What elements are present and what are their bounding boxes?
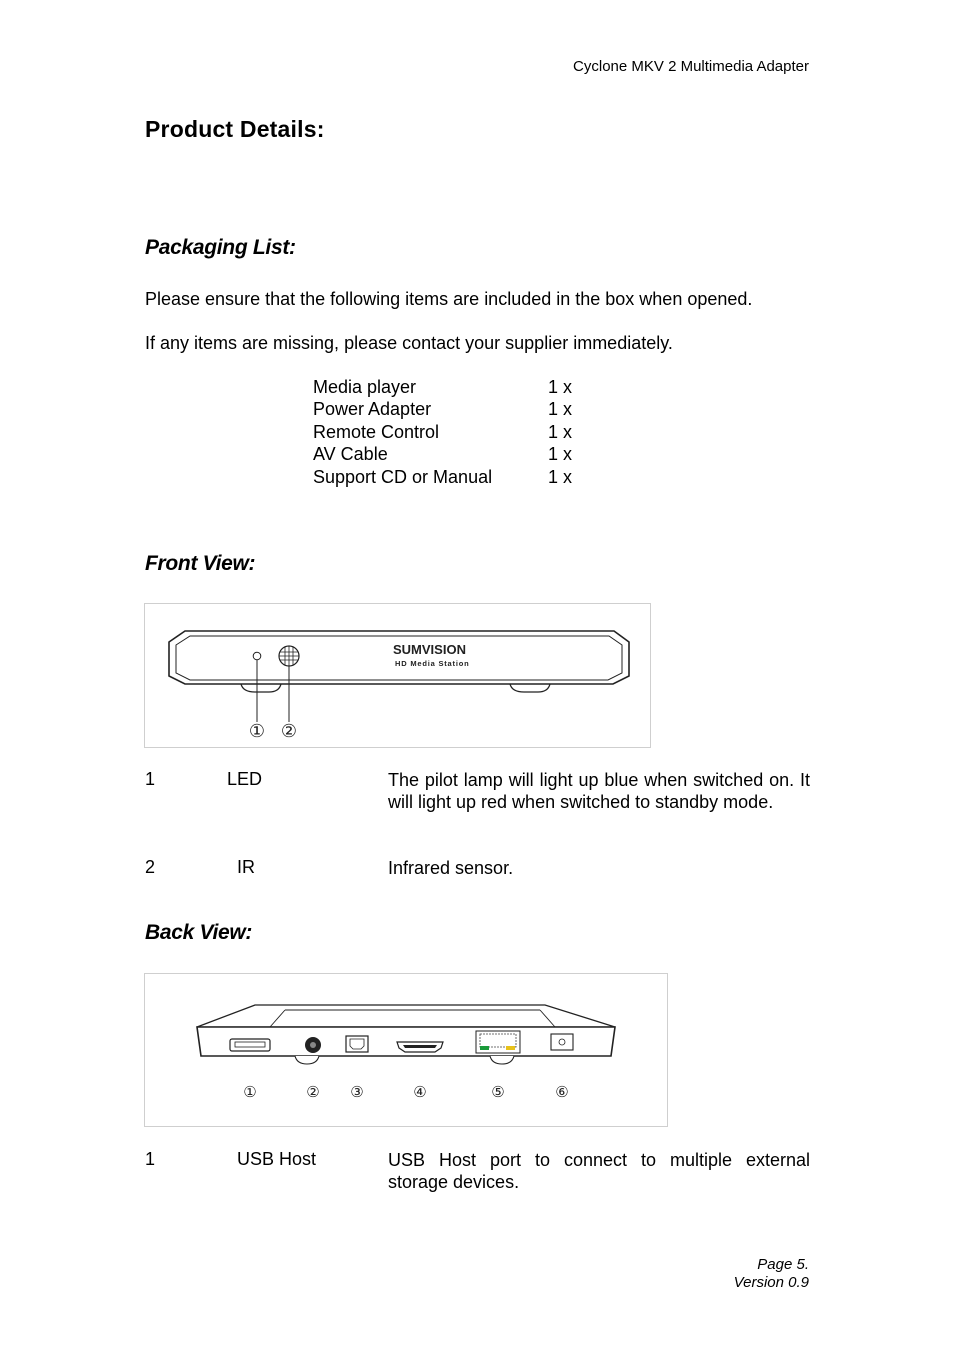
packaging-item-name: Media player (313, 377, 417, 397)
packaging-item (313, 398, 588, 420)
packaging-item-name: Power Adapter (313, 399, 432, 420)
brand-logo: SUMVISION (393, 642, 466, 657)
callout-6: ⑥ (555, 1083, 569, 1101)
front-item-description: The pilot lamp will light up blue when switched on. It will light up red when switched to standby mode. (388, 770, 810, 812)
back-item-name: USB Host (237, 1149, 317, 1169)
callout-4: ④ (413, 1083, 427, 1101)
back-item-description: USB Host port to connect to multiple external storage devices. (388, 1150, 810, 1192)
back-item-number: 1 (145, 1149, 156, 1169)
av-port-icon (305, 1037, 321, 1053)
packaging-item-name: Remote Control (313, 421, 440, 442)
packaging-intro-2: If any items are missing, please contact your supplier immediately. (145, 333, 673, 353)
brand-subtitle: HD Media Station (395, 659, 470, 668)
packaging-item-qty: 1 x (548, 377, 573, 397)
packaging-item-name: AV Cable (313, 444, 388, 465)
packaging-list (313, 376, 588, 488)
callout-2: ② (306, 1083, 320, 1101)
front-view-drawing (145, 604, 650, 747)
header-title: Cyclone MKV 2 Multimedia Adapter (573, 58, 809, 75)
section-heading-front-view: Front View: (145, 552, 256, 575)
packaging-item (313, 443, 588, 465)
version-label: Version 0.9 (733, 1274, 809, 1291)
packaging-item-qty: 1 x (548, 421, 573, 442)
hdmi-port-icon (397, 1042, 443, 1052)
optical-port-icon (346, 1036, 368, 1052)
front-view-figure (144, 603, 651, 748)
callout-1: ① (243, 1083, 257, 1101)
packaging-item-qty: 1 x (548, 444, 573, 465)
packaging-intro-1: Please ensure that the following items are included in the box when opened. (145, 289, 753, 309)
callout-5: ⑤ (491, 1083, 505, 1101)
ir-sensor-icon (279, 646, 299, 666)
led-icon (253, 652, 261, 660)
front-item-description: Infrared sensor. (388, 858, 514, 878)
packaging-item (313, 421, 588, 443)
front-item-number: 2 (145, 857, 156, 877)
dc-power-port-icon (551, 1034, 573, 1050)
packaging-item (313, 466, 588, 488)
packaging-item (313, 376, 588, 398)
page-number: Page 5. (757, 1256, 809, 1273)
section-heading-product-details: Product Details: (145, 116, 325, 142)
footer (734, 1256, 809, 1292)
front-item-name: IR (237, 857, 255, 877)
usb-port-icon (230, 1039, 270, 1051)
back-view-drawing (145, 974, 667, 1126)
front-item-number: 1 (145, 769, 156, 789)
callout-3: ③ (350, 1083, 364, 1101)
packaging-item-qty: 1 x (548, 399, 573, 420)
section-heading-back-view: Back View: (145, 921, 253, 944)
packaging-item-qty: 1 x (548, 466, 573, 487)
packaging-item-name: Support CD or Manual (313, 466, 493, 487)
back-view-figure (144, 973, 668, 1127)
callout-2: ② (280, 721, 298, 742)
lan-port-icon (476, 1031, 520, 1053)
section-heading-packaging-list: Packaging List: (145, 236, 296, 259)
callout-1: ① (248, 721, 266, 742)
front-item-name: LED (227, 769, 263, 789)
